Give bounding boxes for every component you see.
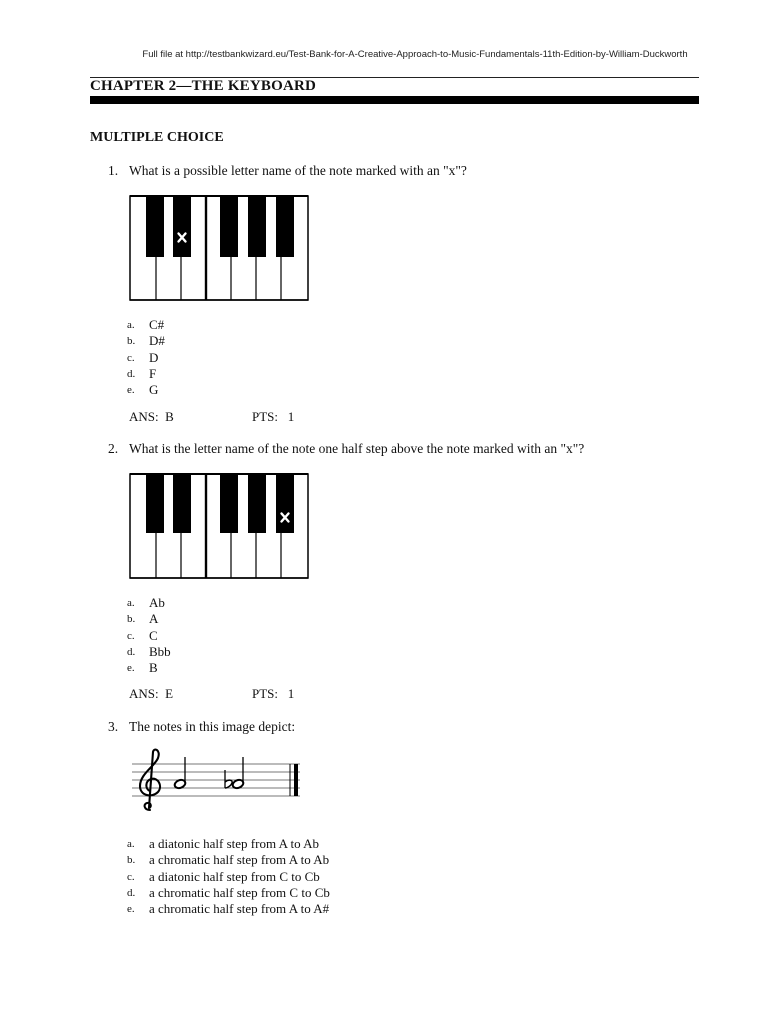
answer-value: E bbox=[165, 686, 174, 701]
option-letter: b. bbox=[127, 335, 136, 348]
option-item[interactable] bbox=[127, 317, 165, 333]
option-text: Bbb bbox=[149, 643, 171, 659]
option-item[interactable] bbox=[127, 660, 171, 676]
option-item[interactable] bbox=[127, 836, 330, 852]
option-text: A bbox=[149, 611, 159, 627]
option-item[interactable] bbox=[127, 366, 165, 382]
option-item[interactable] bbox=[127, 869, 330, 885]
option-letter: b. bbox=[127, 854, 136, 867]
question-number: 2. bbox=[108, 441, 119, 456]
question-1 bbox=[108, 163, 467, 179]
option-item[interactable] bbox=[127, 852, 330, 868]
answer-value: B bbox=[165, 409, 174, 424]
option-letter: c. bbox=[127, 351, 135, 364]
option-item[interactable] bbox=[127, 382, 165, 398]
option-letter: a. bbox=[127, 597, 135, 609]
option-text: C# bbox=[149, 317, 165, 332]
half-note bbox=[173, 757, 186, 790]
option-item[interactable] bbox=[127, 595, 171, 611]
option-text: B bbox=[149, 660, 158, 676]
option-item[interactable] bbox=[127, 611, 171, 627]
section-title: MULTIPLE CHOICE bbox=[90, 130, 224, 145]
answer-label: ANS: bbox=[129, 686, 159, 701]
option-letter: e. bbox=[127, 662, 135, 675]
question-number: 1. bbox=[108, 163, 119, 178]
keyboard-figure-1 bbox=[128, 195, 312, 308]
question-number: 3. bbox=[108, 719, 119, 734]
answer-label: ANS: bbox=[129, 409, 159, 424]
option-item[interactable] bbox=[127, 628, 171, 644]
points-label: PTS: bbox=[252, 686, 279, 701]
option-item[interactable] bbox=[127, 644, 171, 660]
option-letter: c. bbox=[127, 870, 135, 883]
staff-figure bbox=[128, 748, 308, 825]
option-letter: d. bbox=[127, 886, 136, 899]
question-text: The notes in this image depict: bbox=[129, 719, 296, 734]
option-letter: a. bbox=[127, 838, 135, 850]
keyboard-figure-2 bbox=[128, 473, 312, 586]
option-letter: c. bbox=[127, 629, 135, 642]
flat-sign-icon bbox=[225, 770, 232, 788]
option-letter: e. bbox=[127, 903, 135, 916]
option-letter: b. bbox=[127, 613, 136, 626]
points-value: 1 bbox=[287, 409, 295, 424]
option-text: C bbox=[149, 627, 158, 643]
answer-line-2 bbox=[129, 686, 295, 702]
option-letter: a. bbox=[127, 319, 135, 331]
option-text: a chromatic half step from A to Ab bbox=[149, 852, 330, 868]
option-letter: d. bbox=[127, 367, 136, 380]
options-list-1 bbox=[127, 317, 165, 398]
option-letter: d. bbox=[127, 645, 136, 658]
options-list-2 bbox=[127, 595, 171, 676]
option-text: a diatonic half step from A to Ab bbox=[149, 836, 320, 851]
source-url-line: Full file at http://testbankwizard.eu/Test-Bank-for-A-Creative-Approach-to-Music-Fundamentals-11th-Edition-by-William-Duckworth bbox=[142, 49, 688, 60]
header-rule-thick bbox=[90, 96, 699, 104]
option-text: Ab bbox=[149, 595, 165, 610]
option-item[interactable] bbox=[127, 901, 330, 917]
points-value: 1 bbox=[287, 686, 295, 701]
chapter-title: CHAPTER 2—THE KEYBOARD bbox=[90, 78, 317, 94]
option-text: D bbox=[149, 349, 159, 365]
option-item[interactable] bbox=[127, 350, 165, 366]
question-3 bbox=[108, 719, 295, 735]
option-letter: e. bbox=[127, 384, 135, 397]
option-text: a chromatic half step from A to A# bbox=[149, 901, 330, 917]
option-text: a diatonic half step from C to Cb bbox=[149, 868, 320, 884]
question-2 bbox=[108, 441, 584, 457]
question-text: What is a possible letter name of the note marked with an "x"? bbox=[129, 163, 467, 178]
option-text: F bbox=[149, 365, 157, 381]
question-text: What is the letter name of the note one half step above the note marked with an "x"? bbox=[129, 441, 585, 456]
option-text: D# bbox=[149, 333, 165, 349]
half-note bbox=[231, 757, 244, 790]
option-item[interactable] bbox=[127, 885, 330, 901]
options-list-3 bbox=[127, 836, 330, 917]
option-text: G bbox=[149, 382, 159, 398]
option-item[interactable] bbox=[127, 333, 165, 349]
option-text: a chromatic half step from C to Cb bbox=[149, 884, 330, 900]
points-label: PTS: bbox=[252, 409, 279, 424]
answer-line-1 bbox=[129, 409, 295, 425]
